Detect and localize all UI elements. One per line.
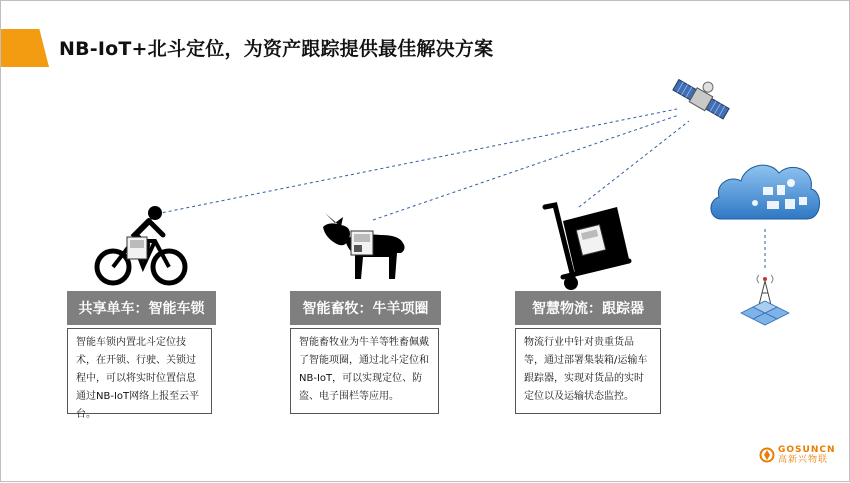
hand-truck-icon xyxy=(541,199,633,293)
gosuncn-logo xyxy=(759,445,836,465)
logo-cn-text: 高新兴物联 xyxy=(778,455,829,465)
slide-title: NB-IoT+北斗定位，为资产跟踪提供最佳解决方案 xyxy=(59,38,494,60)
card-label-shared-bike: 共享单车：智能车锁 xyxy=(67,291,216,325)
goat-icon xyxy=(319,209,409,287)
link-line-goat xyxy=(373,115,679,220)
logo-en-text: GOSUNCN xyxy=(778,445,836,455)
satellite-icon xyxy=(669,73,731,129)
card-description-smart-logistics: 物流行业中针对贵重货品等，通过部署集装箱/运输车跟踪器，实现对货品的实时定位以及运输状态监控。 xyxy=(515,328,661,414)
gosuncn-logo-mark-icon xyxy=(759,447,775,463)
card-label-smart-logistics: 智慧物流：跟踪器 xyxy=(515,291,661,325)
link-line-truck xyxy=(579,121,689,207)
cloud-platform-icon xyxy=(707,153,823,227)
card-description-shared-bike: 智能车锁内置北斗定位技术，在开锁、行驶、关锁过程中，可以将实时位置信息通过NB-IoT网络上报至云平台。 xyxy=(67,328,212,414)
card-description-smart-livestock: 智能畜牧业为牛羊等牲畜佩戴了智能项圈，通过北斗定位和NB-IoT，可以实现定位、防盗、电子围栏等应用。 xyxy=(290,328,439,414)
card-label-smart-livestock: 智能畜牧：牛羊项圈 xyxy=(290,291,441,325)
bicycle-icon xyxy=(93,205,189,287)
base-station-icon xyxy=(733,267,797,329)
